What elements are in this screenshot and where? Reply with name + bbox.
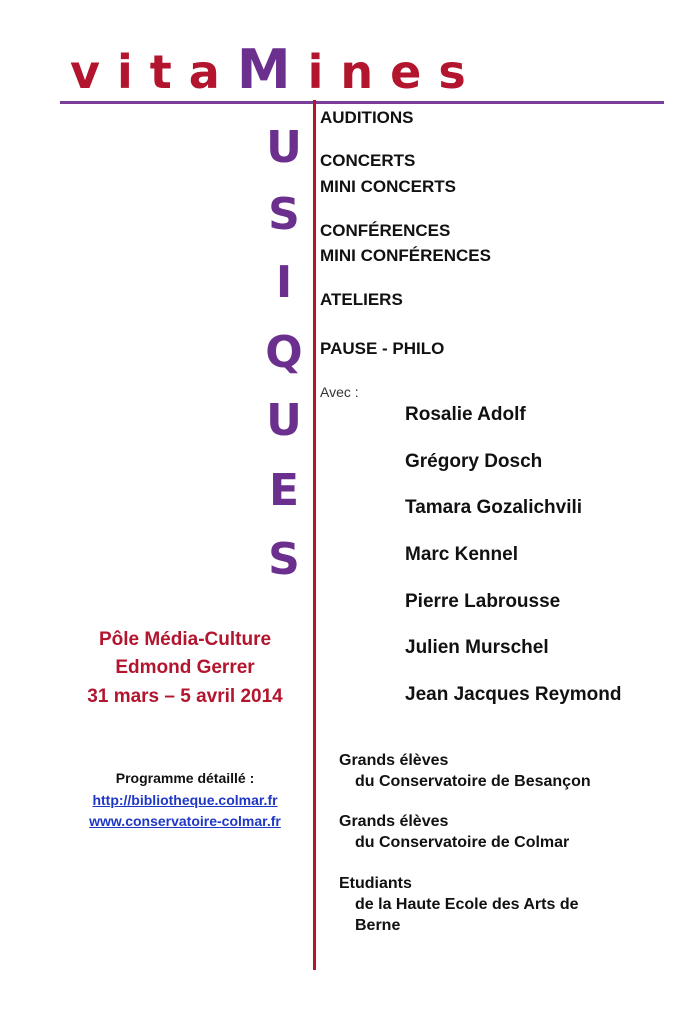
student-group-detail: Berne: [355, 917, 401, 934]
student-group-detail: du Conservatoire de Colmar: [355, 834, 570, 851]
activity-ateliers: ATELIERS: [320, 290, 403, 309]
link-conservatoire[interactable]: www.conservatoire-colmar.fr: [89, 813, 281, 829]
activity-pause-philo: PAUSE - PHILO: [320, 339, 445, 358]
vertical-letter: S: [268, 534, 300, 585]
artist-name: Grégory Dosch: [405, 451, 543, 472]
title-letter: a: [188, 45, 237, 99]
venue-name: Pôle Média-Culture: [98, 629, 272, 650]
student-group-title: Etudiants: [339, 875, 412, 892]
avec-label: Avec :: [320, 384, 359, 400]
title-letter: n: [340, 45, 391, 99]
title-letter: s: [438, 45, 483, 99]
venue-subname: Edmond Gerrer: [115, 657, 255, 678]
artist-name: Rosalie Adolf: [405, 404, 526, 425]
title-letter: t: [149, 45, 189, 99]
link-bibliotheque[interactable]: http://bibliotheque.colmar.fr: [92, 792, 278, 808]
vertical-letter: U: [266, 122, 302, 173]
student-group-colmar: [339, 811, 569, 853]
title-letter: e: [390, 45, 439, 99]
vertical-letter: U: [266, 395, 302, 446]
artist-name: Marc Kennel: [405, 544, 518, 565]
artist-name: Jean Jacques Reymond: [405, 684, 622, 705]
student-group-besancon: [339, 750, 591, 792]
horizontal-divider: [60, 101, 664, 104]
activity-conferences: CONFÉRENCES: [320, 221, 451, 240]
artist-name: Tamara Gozalichvili: [405, 497, 583, 518]
vertical-letter: Q: [265, 327, 303, 378]
vertical-letter: I: [275, 257, 293, 308]
student-group-berne: [339, 873, 578, 936]
title-letter: v: [70, 45, 117, 99]
vertical-letter: S: [268, 189, 300, 240]
activity-mini-conferences: MINI CONFÉRENCES: [320, 246, 491, 265]
student-group-title: Grands élèves: [339, 813, 449, 830]
programme-link-bibliotheque[interactable]: [60, 790, 310, 811]
student-group-detail: de la Haute Ecole des Arts de: [355, 896, 579, 913]
title-letter-m: M: [236, 38, 308, 101]
student-group-title: Grands élèves: [339, 752, 449, 769]
activity-concerts: CONCERTS: [320, 151, 416, 170]
activity-mini-concerts: MINI CONCERTS: [320, 177, 456, 196]
event-dates: 31 mars – 5 avril 2014: [87, 686, 283, 707]
vertical-letter: E: [268, 465, 300, 516]
activity-auditions: AUDITIONS: [320, 108, 414, 127]
artist-name: Julien Murschel: [405, 637, 549, 658]
student-group-detail: du Conservatoire de Besançon: [355, 773, 591, 790]
programme-link-conservatoire[interactable]: [60, 811, 310, 832]
title-letter: i: [307, 45, 341, 99]
title-letter: i: [117, 45, 150, 99]
poster-title: [70, 40, 483, 102]
artist-name: Pierre Labrousse: [405, 591, 561, 612]
programme-label: Programme détaillé :: [115, 770, 255, 786]
